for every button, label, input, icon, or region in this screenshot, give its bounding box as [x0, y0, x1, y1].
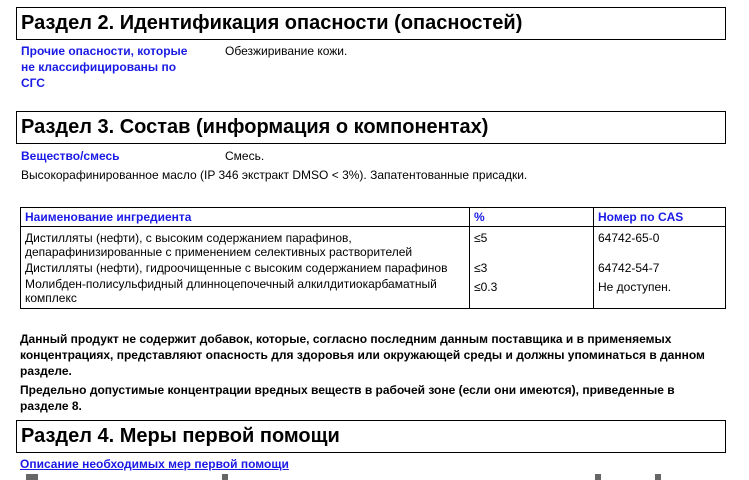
- section-3-title: Раздел 3. Состав (информация о компонентах): [21, 116, 489, 138]
- other-hazards-label: Прочие опасности, которые не классифицированы по СГС: [21, 44, 188, 90]
- table-header-row: [21, 208, 726, 227]
- substance-value: Смесь.: [225, 149, 265, 163]
- exposure-limits-note: Предельно допустимые концентрации вредных веществ в рабочей зоне (если они имеются), приведенные в разделе 8.: [20, 383, 675, 413]
- section-2-header: [16, 7, 726, 40]
- first-aid-measures-link[interactable]: Описание необходимых мер первой помощи: [20, 457, 289, 471]
- ingredients-table: [20, 207, 726, 309]
- ingredient-name: Дистилляты (нефти), с высоким содержанием парафинов, депарафинизированные с применением селективных растворителей: [21, 227, 470, 261]
- ingredient-cas: 64742-65-0: [594, 227, 726, 261]
- section-2-title: Раздел 2. Идентификация опасности (опасностей): [21, 12, 523, 34]
- section-3-header: [16, 111, 726, 144]
- no-hazardous-additives-note: Данный продукт не содержит добавок, которые, согласно последним данным поставщика и в применяемых концентрациях, представляют опасность для здоровья или окружающей среды и должны упоминаться в данном разделе.: [20, 332, 705, 378]
- composition-description: Высокорафинированное масло (IP 346 экстракт DMSO < 3%). Запатентованные присадки.: [21, 168, 528, 182]
- other-hazards-value: Обезжиривание кожи.: [225, 44, 348, 58]
- header-percent: %: [470, 208, 594, 227]
- header-ingredient-name: Наименование ингредиента: [21, 208, 470, 227]
- ingredient-cas: Не доступен.: [594, 276, 726, 309]
- section-4-header: [16, 420, 726, 453]
- clipped-text-fragment: [595, 474, 601, 480]
- ingredient-name: Дистилляты (нефти), гидроочищенные с высоким содержанием парафинов: [21, 260, 470, 276]
- substance-label: Вещество/смесь: [21, 149, 120, 163]
- clipped-text-fragment: [222, 474, 228, 480]
- ingredient-percent: ≤3: [470, 260, 594, 276]
- table-row: [21, 276, 726, 309]
- ingredient-cas: 64742-54-7: [594, 260, 726, 276]
- ingredient-percent: ≤5: [470, 227, 594, 261]
- clipped-text-fragment: [26, 474, 38, 480]
- ingredient-name: Молибден-полисульфидный длинноцепочечный алкилдитиокарбаматный комплекс: [21, 276, 470, 309]
- clipped-text-fragment: [655, 474, 661, 480]
- header-cas-number: Номер по CAS: [594, 208, 726, 227]
- section-4-title: Раздел 4. Меры первой помощи: [21, 425, 340, 447]
- table-row: [21, 227, 726, 261]
- ingredient-percent: ≤0.3: [470, 276, 594, 309]
- table-row: [21, 260, 726, 276]
